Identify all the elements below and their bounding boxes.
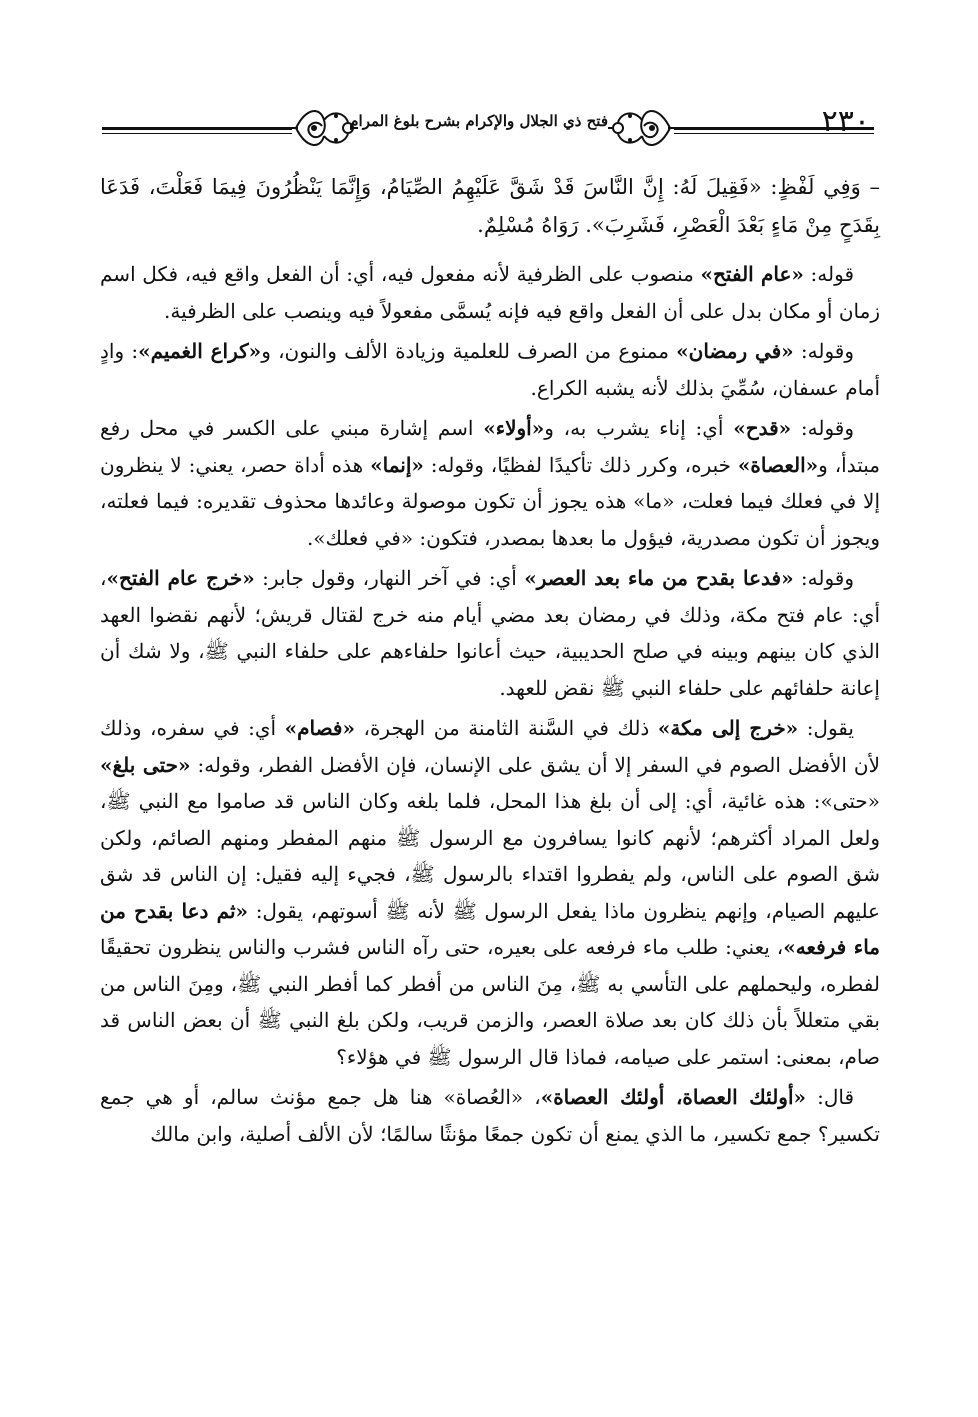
header-rule-left xyxy=(102,127,292,130)
text-run: منصوب على الظرفية لأنه مفعول فيه، أي: أن الفعل واقع فيه، فكل اسم زمان أو مكان بدل على أن الفعل واقع فيه فإنه يُسمَّى مفعولاً فيه وينصب على الظرفية. xyxy=(100,262,880,323)
text-run: ذلك في السَّنة الثامنة من الهجرة، xyxy=(354,716,658,740)
text-run: : وادٍ أمام عسفان، سُمِّيَ بذلك لأنه يشبه الكراع. xyxy=(100,339,880,400)
text-run: أي: إناء يشرب به، و xyxy=(544,416,734,440)
quoted-term: «كراع الغميم» xyxy=(138,339,262,363)
text-run: ، أي: عام فتح مكة، وذلك في رمضان بعد مضي أيام منه خرج لقتال قريش؛ لأنهم نقضوا العهد الذي كان بينهم وبينه في صلح الحديبية، حيث أعانوا حلفاءهم على حلفاء النبي ﷺ، ولا شك أن إعانة حلفائهم على حلفاء النبي ﷺ نقض للعهد. xyxy=(100,566,880,700)
text-run: أي: في آخر النهار، وقول جابر: xyxy=(254,566,525,590)
page-number: ٢٣٠ xyxy=(821,104,870,139)
quoted-term: «أولئك العصاة، أولئك العصاة» xyxy=(540,1085,807,1109)
paragraph xyxy=(100,256,880,329)
quoted-term: «خرج عام الفتح» xyxy=(106,566,255,590)
page-body xyxy=(100,168,880,1156)
text-run: أي: في سفره، وذلك لأن الأفضل الصوم في السفر إلا أن يشق على الإنسان، فإن الأفضل الفطر، وقوله: xyxy=(100,716,880,777)
ornament-left-icon xyxy=(288,98,358,158)
text-run: – وَفِي لَفْظٍ: «فَقِيلَ لَهُ: إِنَّ النَّاسَ قَدْ شَقَّ عَلَيْهِمُ الصِّيَامُ، وَإِنَّمَا يَنْظُرُونَ فِيمَا فَعَلْتَ، فَدَعَا بِقَدَحٍ مِنْ مَاءٍ بَعْدَ الْعَصْرِ، فَشَرِبَ». رَوَاهُ مُسْلِمٌ. xyxy=(100,175,880,237)
text-run: وقوله: xyxy=(793,566,854,590)
text-run: «حتى»: هذه غائية، أي: إلى أن بلغ هذا المحل، فلما بلغه وكان الناس قد صاموا مع النبي ﷺ، ولعل المراد أكثرهم؛ لأنهم كانوا يسافرون مع الرسول ﷺ منهم المفطر ومنهم الصائم، ولكن شق الصوم على الناس، ولم يفطروا اقتداء بالرسول ﷺ، فجيء إليه فقيل: إن الناس قد شق عليهم الصيام، وإنهم ينظرون ماذا يفعل الرسول ﷺ لأنه ﷺ أسوتهم، يقول: xyxy=(100,789,880,923)
text-run: خبره، وكرر ذلك تأكيدًا لفظيًا، وقوله: xyxy=(423,452,738,477)
quoted-term: «فدعا بقدح من ماء بعد العصر» xyxy=(524,566,794,590)
text-run: هذه أداة حصر، يعني: لا ينظرون إلا في فعلك فيما فعلت، «ما» هذه يجوز أن تكون موصولة وعائدها محذوف تقديره: فيما فعلته، ويجوز أن تكون مصدرية، فيؤول ما بعدها بمصدر، فتكون: «في فعلك». xyxy=(100,452,880,550)
paragraph xyxy=(100,333,880,406)
text-run: يقول: xyxy=(798,716,854,740)
text-run: قوله: xyxy=(803,262,855,286)
page-header xyxy=(96,92,880,162)
quoted-term: «حتى بلغ» xyxy=(100,752,191,777)
quoted-term: «العصاة» xyxy=(737,452,819,477)
quoted-term: «ثم دعا بقدح من ماء فرفعه» xyxy=(100,898,881,959)
quoted-term: «فصام» xyxy=(284,716,355,740)
text-run: ، «العُصاة» هنا هل جمع مؤنث سالم، أو هي جمع تكسير؟ جمع تكسير، ما الذي يمنع أن تكون جمعًا مؤنثًا سالمًا؛ لأن الألف أصلية، وابن مالك xyxy=(100,1085,880,1146)
quoted-term: «إنما» xyxy=(370,452,424,477)
ornament-right-icon xyxy=(608,98,678,158)
text-run: ممنوع من الصرف للعلمية وزيادة الألف والنون، و xyxy=(261,339,677,363)
text-run: ، يعني: طلب ماء فرفعه على بعيره، حتى رآه الناس فشرب والناس ينظرون تحقيقًا لفطره، وليحملهم على التأسي به ﷺ، مِنَ الناس من أفطر كما أفطر النبي ﷺ، ومِنَ الناس من بقي متعللاً بأن ذلك كان بعد صلاة العصر، والزمن قريب، ولكن بلغ النبي ﷺ أن بعض الناس قد صام، بمعنى: استمر على صيامه، فماذا قال الرسول ﷺ في هؤلاء؟ xyxy=(100,935,881,1069)
quoted-term: «قدح» xyxy=(733,416,792,440)
paragraph xyxy=(100,410,880,556)
running-title: فتح ذي الجلال والإكرام بشرح بلوغ المرام xyxy=(349,112,608,130)
hadith-text xyxy=(100,168,880,244)
paragraph xyxy=(100,560,880,706)
text-run: وقوله: xyxy=(793,339,855,363)
quoted-term: «في رمضان» xyxy=(676,339,794,363)
paragraph xyxy=(100,710,880,1075)
paragraph xyxy=(100,1079,880,1152)
quoted-term: «خرج إلى مكة» xyxy=(657,716,799,740)
quoted-term: «عام الفتح» xyxy=(700,262,804,286)
text-run: اسم إشارة مبني على الكسر في محل رفع مبتدأ، و xyxy=(100,416,880,477)
header-rule-left-thin xyxy=(102,133,292,134)
quoted-term: «أولاء» xyxy=(483,416,545,440)
text-run: قال: xyxy=(806,1085,855,1109)
text-run: وقوله: xyxy=(791,416,855,440)
